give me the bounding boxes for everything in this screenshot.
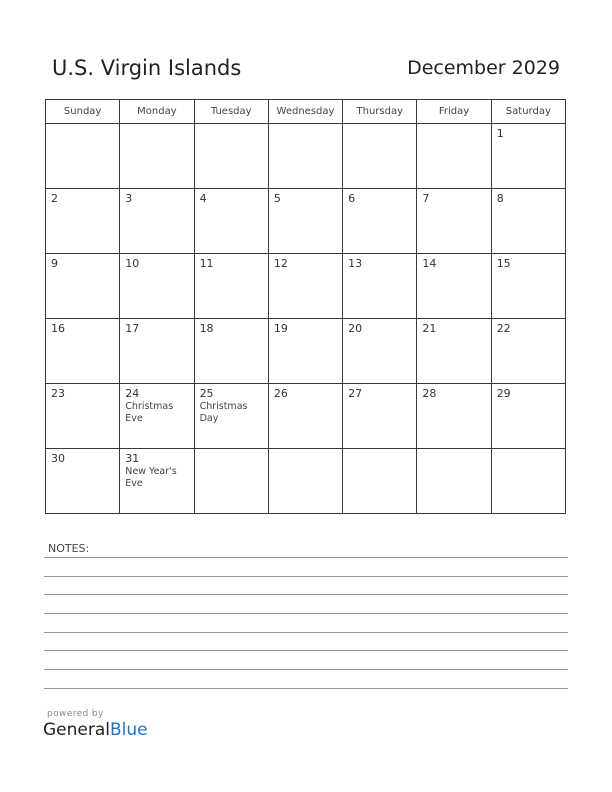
- day-number: 29: [496, 387, 511, 400]
- calendar-day-cell: [417, 254, 491, 319]
- calendar-day-cell: [417, 384, 491, 449]
- day-number: 25: [199, 387, 214, 400]
- calendar-day-cell: [120, 189, 194, 254]
- weekday-header: Wednesday: [268, 100, 342, 124]
- weekday-header: Saturday: [491, 100, 565, 124]
- calendar-day-cell: [343, 384, 417, 449]
- calendar-day-cell: [268, 319, 342, 384]
- day-number: 13: [348, 257, 363, 270]
- calendar-day-cell: [194, 449, 268, 514]
- calendar-day-cell: [268, 124, 342, 189]
- day-number: 27: [348, 387, 363, 400]
- day-number: 6: [348, 192, 356, 205]
- day-number: 31: [125, 452, 140, 465]
- day-number: 4: [199, 192, 207, 205]
- holiday-label: Christmas Eve: [125, 401, 174, 424]
- calendar-day-cell: [194, 189, 268, 254]
- calendar-day-cell: [120, 384, 194, 449]
- generalblue-logo: [43, 720, 148, 740]
- calendar-day-cell: [343, 124, 417, 189]
- calendar-day-cell: [120, 124, 194, 189]
- calendar-day-cell: [194, 319, 268, 384]
- notes-line: [44, 557, 568, 558]
- day-number: 11: [199, 257, 214, 270]
- notes-line: [44, 576, 568, 577]
- calendar-day-cell: [417, 124, 491, 189]
- notes-line: [44, 669, 568, 670]
- day-number: 16: [51, 322, 65, 335]
- notes-line: [44, 650, 568, 651]
- calendar-week-row: [46, 449, 566, 514]
- notes-line: [44, 688, 568, 689]
- day-number: 22: [496, 322, 511, 335]
- calendar-day-cell: [417, 189, 491, 254]
- logo-general-text: General: [43, 720, 110, 740]
- calendar-day-cell: [268, 384, 342, 449]
- weekday-header: Tuesday: [194, 100, 268, 124]
- calendar-week-row: [46, 124, 566, 189]
- day-number: 19: [273, 322, 288, 335]
- calendar-day-cell: [46, 189, 120, 254]
- calendar-day-cell: [194, 384, 268, 449]
- day-number: 23: [51, 387, 65, 400]
- calendar-day-cell: [417, 319, 491, 384]
- calendar-day-cell: [46, 124, 120, 189]
- day-number: 14: [422, 257, 437, 270]
- calendar-day-cell: [491, 449, 565, 514]
- weekday-header: Monday: [120, 100, 194, 124]
- calendar-day-cell: [46, 319, 120, 384]
- calendar-day-cell: [46, 384, 120, 449]
- day-number: 28: [422, 387, 437, 400]
- calendar-week-row: [46, 254, 566, 319]
- calendar-day-cell: [268, 189, 342, 254]
- calendar-day-cell: [120, 449, 194, 514]
- day-number: 18: [199, 322, 214, 335]
- calendar-week-row: [46, 384, 566, 449]
- calendar-day-cell: [268, 449, 342, 514]
- day-number: 5: [273, 192, 281, 205]
- calendar-day-cell: [194, 124, 268, 189]
- calendar-day-cell: [120, 254, 194, 319]
- holiday-label: New Year's Eve: [125, 466, 177, 489]
- day-number: 21: [422, 322, 437, 335]
- calendar-day-cell: [194, 254, 268, 319]
- calendar-day-cell: [46, 449, 120, 514]
- calendar-week-row: [46, 189, 566, 254]
- calendar-day-cell: [268, 254, 342, 319]
- calendar-day-cell: [343, 189, 417, 254]
- holiday-label: Christmas Day: [199, 401, 248, 424]
- calendar-week-row: [46, 319, 566, 384]
- weekday-header: Thursday: [343, 100, 417, 124]
- calendar-day-cell: [491, 189, 565, 254]
- logo-blue-text: Blue: [110, 720, 148, 740]
- calendar-day-cell: [343, 254, 417, 319]
- day-number: 24: [125, 387, 140, 400]
- calendar-day-cell: [343, 449, 417, 514]
- day-number: 26: [273, 387, 288, 400]
- notes-line: [44, 613, 568, 614]
- month-calendar-grid: [45, 99, 566, 514]
- day-number: 15: [496, 257, 511, 270]
- calendar-day-cell: [491, 124, 565, 189]
- calendar-day-cell: [417, 449, 491, 514]
- calendar-day-cell: [46, 254, 120, 319]
- calendar-day-cell: [120, 319, 194, 384]
- calendar-day-cell: [491, 319, 565, 384]
- calendar-day-cell: [343, 319, 417, 384]
- notes-line: [44, 594, 568, 595]
- calendar-day-cell: [491, 384, 565, 449]
- day-number: 2: [51, 192, 58, 205]
- notes-line: [44, 632, 568, 633]
- day-number: 12: [273, 257, 288, 270]
- notes-label: NOTES:: [48, 542, 90, 555]
- day-number: 17: [125, 322, 140, 335]
- day-number: 8: [496, 192, 504, 205]
- day-number: 20: [348, 322, 363, 335]
- calendar-day-cell: [491, 254, 565, 319]
- calendar-body: [46, 124, 566, 514]
- month-year-label: December 2029: [407, 57, 560, 79]
- weekday-header: Friday: [417, 100, 491, 124]
- weekday-header: Sunday: [46, 100, 120, 124]
- day-number: 1: [496, 127, 504, 140]
- day-number: 9: [51, 257, 58, 270]
- weekday-header-row: [46, 100, 566, 124]
- calendar-title: U.S. Virgin Islands: [52, 56, 242, 80]
- day-number: 30: [51, 452, 65, 465]
- powered-by-text: powered by: [47, 709, 104, 719]
- day-number: 3: [125, 192, 133, 205]
- day-number: 7: [422, 192, 430, 205]
- day-number: 10: [125, 257, 140, 270]
